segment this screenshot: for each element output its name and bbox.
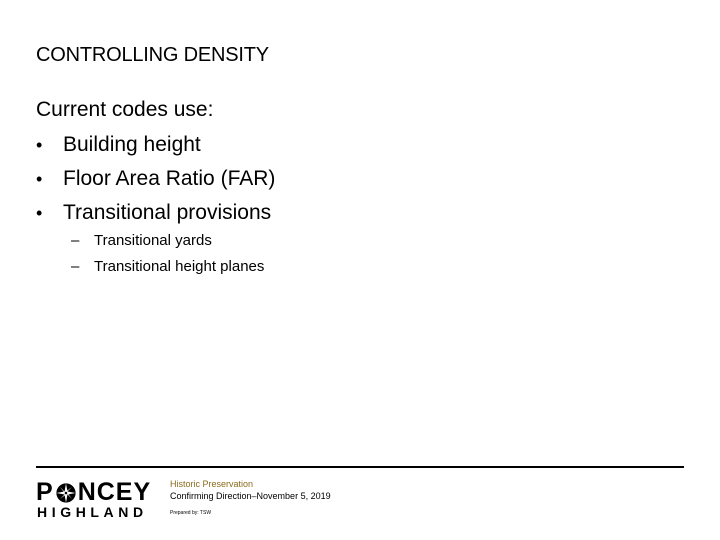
intro-text: Current codes use:	[36, 98, 214, 121]
sub-bullet-label: Transitional height planes	[94, 258, 265, 275]
footer-prepared-by: Prepared by: TSW	[170, 510, 212, 516]
bullet-label: Transitional provisions	[63, 201, 272, 224]
bullet-dot: •	[36, 203, 43, 223]
bullet-list	[36, 131, 676, 277]
sub-bullet-list	[63, 231, 676, 277]
footer-project-name: Historic Preservation	[170, 479, 254, 489]
sub-bullet-label: Transitional yards	[94, 232, 212, 249]
bullet-label: Building height	[63, 133, 201, 156]
sub-bullet-dash: –	[71, 258, 80, 275]
logo-wordmark-top	[36, 478, 151, 506]
logo-letters-left: P	[36, 478, 54, 506]
bullet-item	[36, 199, 676, 277]
bullet-dot: •	[36, 135, 43, 155]
sub-bullet-item	[63, 257, 676, 277]
bullet-dot: •	[36, 169, 43, 189]
footer-text	[170, 478, 331, 517]
bullet-label: Floor Area Ratio (FAR)	[63, 167, 276, 190]
footer-meeting-line	[170, 490, 331, 502]
compass-star-icon	[55, 482, 77, 504]
logo-letters-right: NCEY	[77, 478, 152, 506]
sub-bullet-item	[63, 231, 676, 251]
footer-date: November 5, 2019	[256, 491, 331, 501]
footer-meeting-name: Confirming Direction	[170, 491, 252, 501]
poncey-highland-logo	[36, 478, 160, 520]
bullet-item	[36, 131, 676, 159]
footer-separator: –	[251, 491, 257, 501]
slide-content	[36, 96, 676, 283]
logo-wordmark-bottom: HIGHLAND	[37, 504, 148, 520]
slide-title: CONTROLLING DENSITY	[36, 44, 269, 66]
footer-divider	[36, 466, 684, 468]
sub-bullet-dash: –	[71, 232, 80, 249]
bullet-item	[36, 165, 676, 193]
